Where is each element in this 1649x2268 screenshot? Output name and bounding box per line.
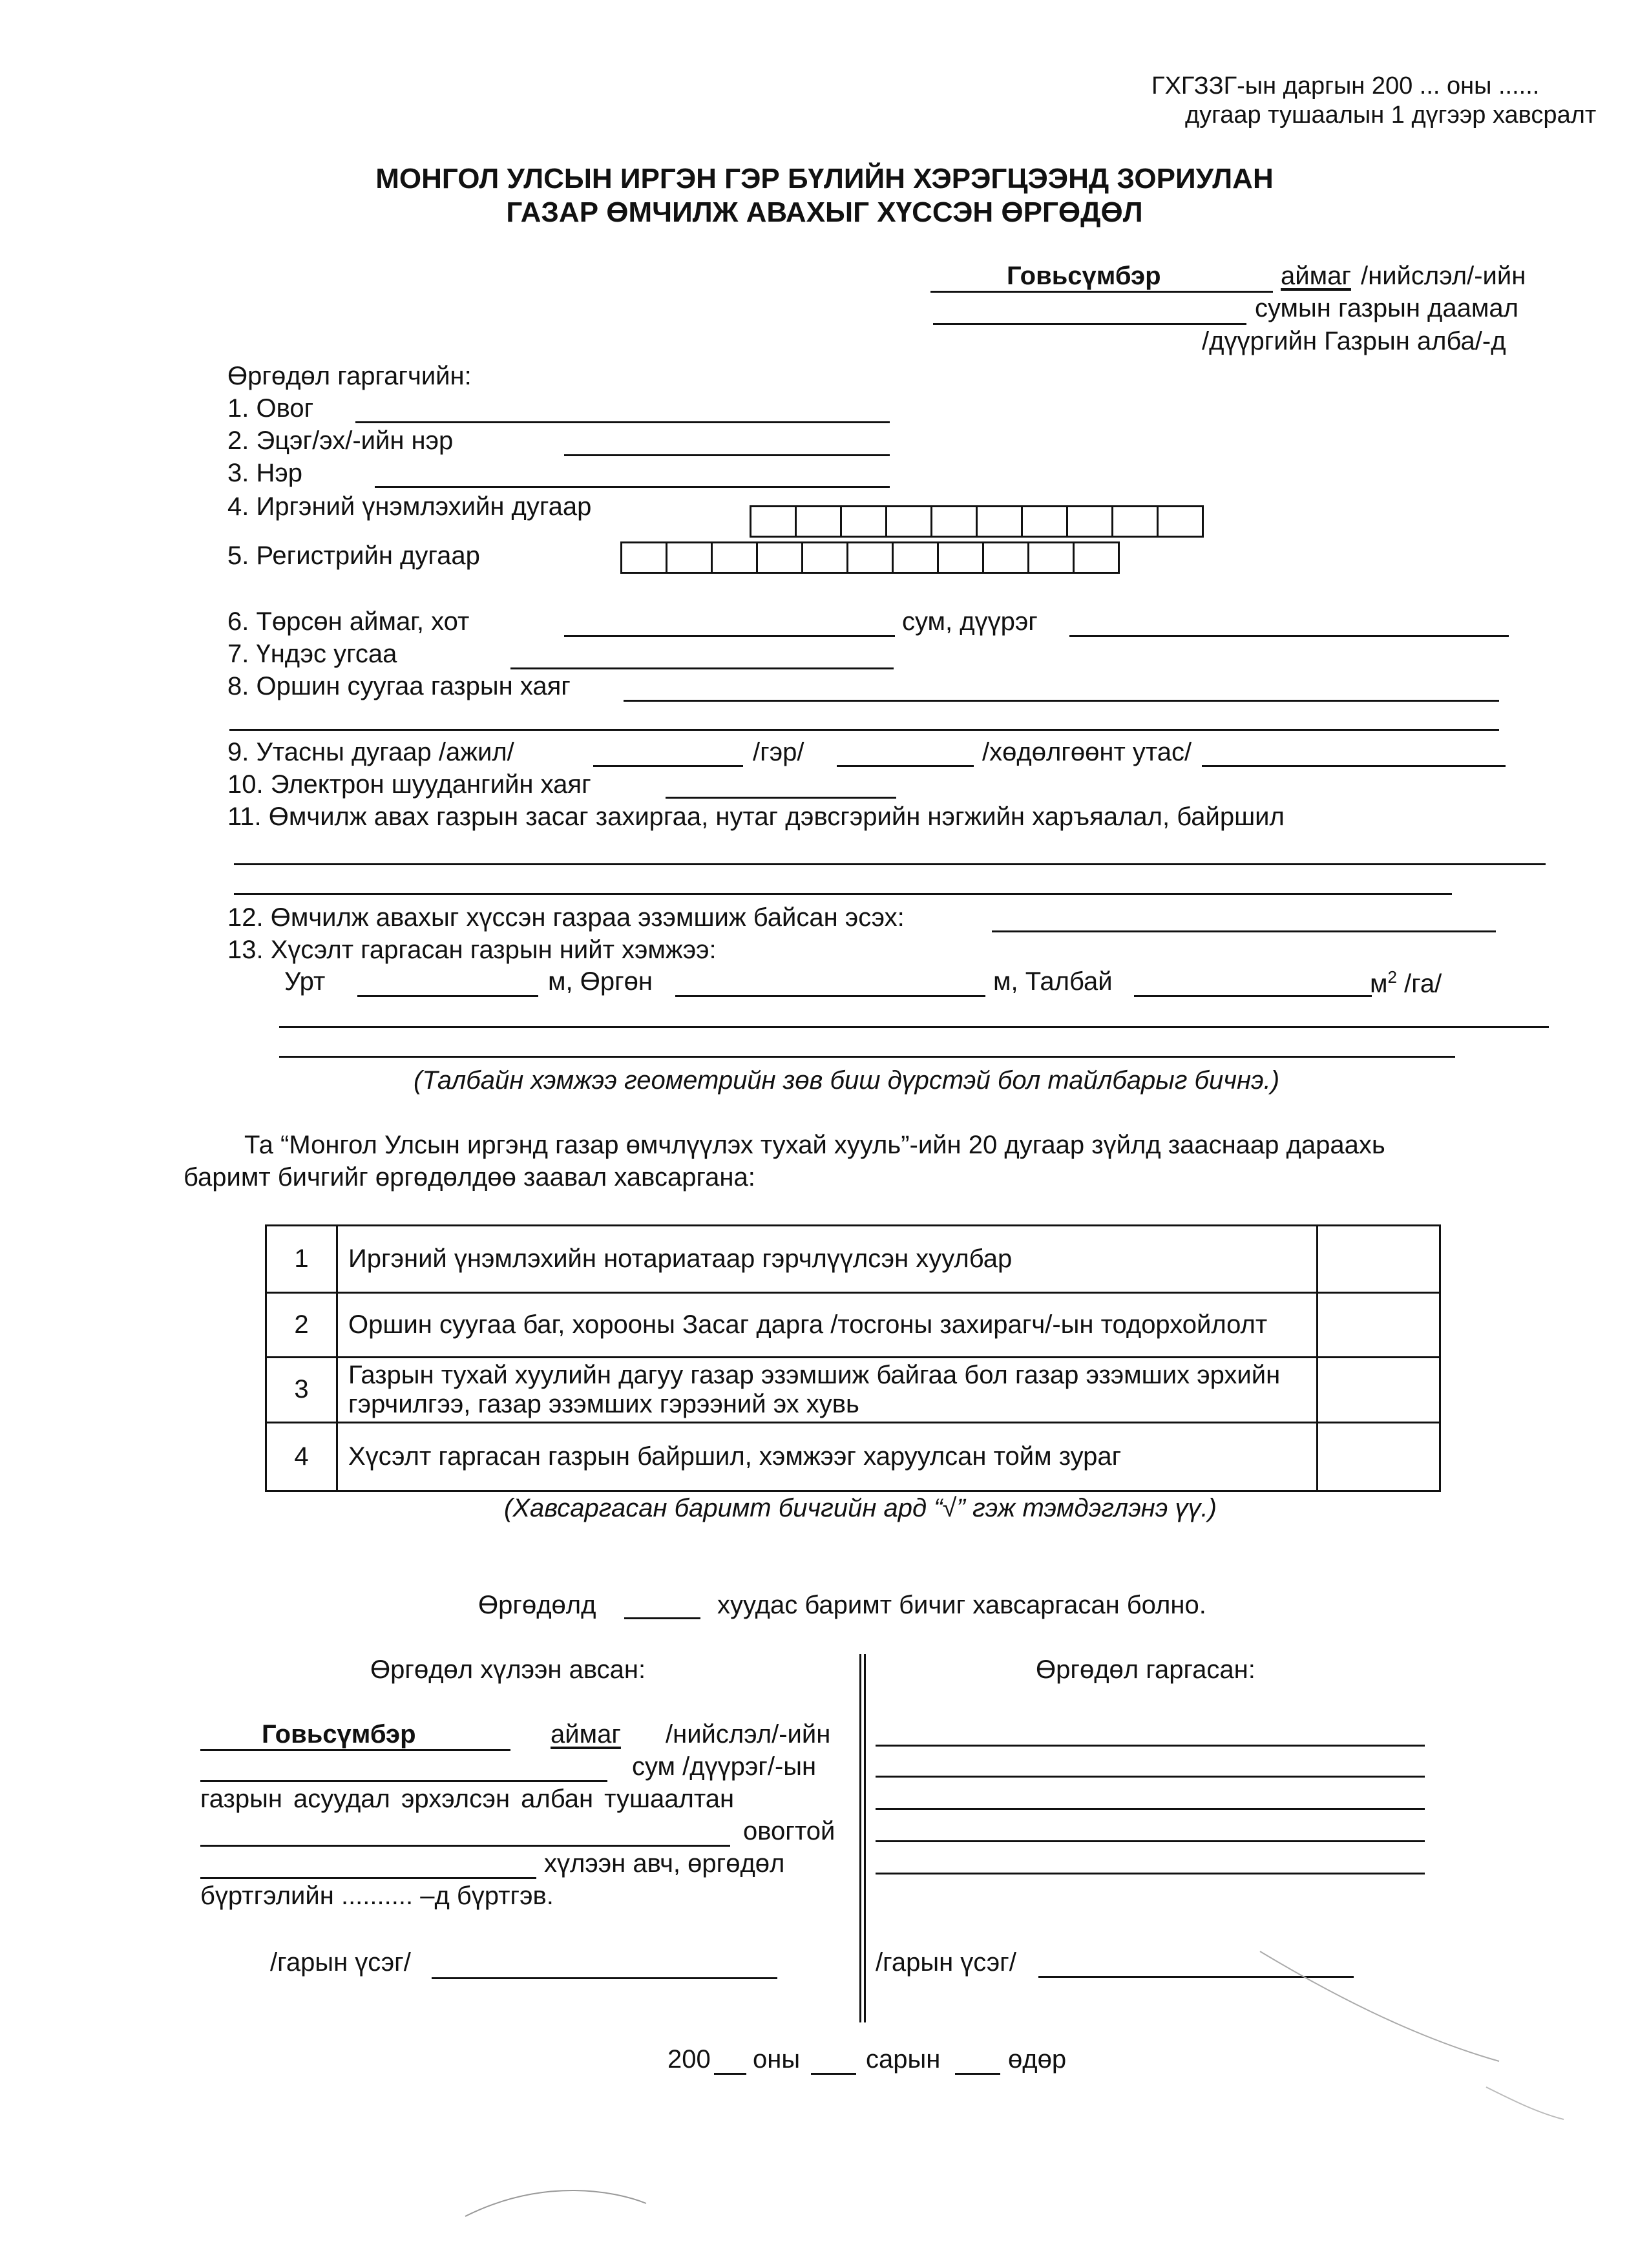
addressee-aimag-value: Говьсүмбэр: [1007, 262, 1161, 290]
attached-pages-suffix: хуудас баримт бичиг хавсаргасан болно.: [717, 1591, 1206, 1619]
document-text: Иргэний үнэмлэхийн нотариатаар гэрчлүүлсэн хуулбар: [337, 1226, 1318, 1293]
date-day-label: өдөр: [1008, 2045, 1067, 2074]
date-year-suffix: оны: [753, 2045, 801, 2074]
document-title-line2: ГАЗАР ӨМЧИЛЖ АВАХЫГ ХҮССЭН ӨРГӨДӨЛ: [506, 196, 1143, 228]
instruction-line1: Та “Монгол Улсын иргэнд газар өмчлүүлэх тухай хууль”-ийн 20 дугаар зүйлд зааснаар дараахь: [244, 1131, 1385, 1159]
document-text: Хүсэлт гаргасан газрын байршил, хэмжээг харуулсан тойм зураг: [337, 1422, 1318, 1491]
field-phone-home-label: /гэр/: [753, 738, 804, 766]
date-year-prefix: 200: [667, 2045, 711, 2074]
field-land-location-label: 11. Өмчилж авах газрын засаг захиргаа, нутаг дэвсгэрийн нэгжийн харъяалал, байршил: [227, 803, 1285, 831]
documents-note: (Хавсаргасан баримт бичгийн ард “√” гэж тэмдэглэнэ үү.): [504, 1494, 1217, 1522]
field-given-name-label: 3. Нэр: [227, 459, 303, 487]
field-phone-mobile-label: /хөдөлгөөнт утас/: [982, 738, 1192, 766]
document-number: 1: [266, 1226, 337, 1293]
instruction-line2: баримт бичгийг өргөдөлдөө заавал хавсаргана:: [184, 1163, 755, 1192]
addressee-sum-label: сумын газрын даамал: [1255, 294, 1518, 322]
document-text: Оршин суугаа баг, хорооны Засаг дарга /тосгоны захирагч/-ын тодорхойлолт: [337, 1293, 1318, 1358]
field-area-label: м, Талбай: [993, 967, 1113, 996]
addressee-aimag-label: аймаг: [1281, 262, 1351, 290]
received-official-text: газрын асуудал эрхэлсэн албан тушаалтан: [200, 1785, 735, 1813]
received-aimag-value: Говьсүмбэр: [262, 1720, 416, 1748]
received-text: хүлээн авч, өргөдөл: [544, 1849, 785, 1878]
field-ethnicity-label: 7. Үндэс угсаа: [227, 640, 397, 668]
field-birth-sum-label: сум, дүүрэг: [902, 607, 1038, 636]
field-surname-label: 1. Овог: [227, 394, 314, 423]
field-address-label: 8. Оршин суугаа газрын хаяг: [227, 672, 571, 700]
submitted-heading: Өргөдөл гаргасан:: [1036, 1655, 1255, 1684]
header-note-line1: ГХГЗЗГ-ын даргын 200 ... оны ......: [1151, 72, 1540, 100]
date-month-label: сарын: [866, 2045, 941, 2074]
document-text: Газрын тухай хуулийн дагуу газар эзэмшиж байгаа бол газар эзэмших эрхийн гэрчилгээ, газар эзэмших гэрээний эх хувь: [337, 1358, 1318, 1423]
document-number: 2: [266, 1293, 337, 1358]
document-number: 4: [266, 1422, 337, 1491]
field-width-label: м, Өргөн: [548, 967, 653, 996]
field-prior-possession-label: 12. Өмчилж авахыг хүссэн газраа эзэмшиж байсан эсэх:: [227, 903, 905, 932]
submitted-signature-label: /гарын үсэг/: [876, 1948, 1016, 1977]
field-id-number-label: 4. Иргэний үнэмлэхийн дугаар: [227, 492, 592, 521]
field-birth-place-label: 6. Төрсөн аймаг, хот: [227, 607, 470, 636]
received-registered-text: бүртгэлийн .......... –д бүртгэв.: [200, 1882, 554, 1910]
received-heading: Өргөдөл хүлээн авсан:: [370, 1655, 646, 1684]
addressee-district-label: /дүүргийн Газрын алба/-д: [1202, 327, 1506, 355]
field-phone-label: 9. Утасны дугаар /ажил/: [227, 738, 514, 766]
received-sum-label: сум /дүүрэг/-ын: [632, 1752, 817, 1781]
field-land-size-label: 13. Хүсэлт гаргасан газрын нийт хэмжээ:: [227, 936, 717, 964]
received-surname-label: овогтой: [743, 1817, 835, 1845]
field-area-unit: $м^2$ /га/: [1370, 967, 1442, 998]
attached-pages-prefix: Өргөдөлд: [478, 1591, 596, 1619]
field-email-label: 10. Электрон шуудангийн хаяг: [227, 770, 591, 799]
field-register-number-label: 5. Регистрийн дугаар: [227, 541, 480, 570]
header-note-line2: дугаар тушаалын 1 дүгээр хавсралт: [1185, 101, 1597, 129]
addressee-aimag-suffix: /нийслэл/-ийн: [1361, 262, 1526, 290]
applicant-heading: Өргөдөл гаргагчийн:: [227, 362, 472, 390]
field-parent-name-label: 2. Эцэг/эх/-ийн нэр: [227, 426, 454, 455]
land-size-note: (Талбайн хэмжээ геометрийн зөв биш дүрстэй бол тайлбарыг бичнэ.): [414, 1066, 1280, 1095]
received-signature-label: /гарын үсэг/: [270, 1948, 411, 1977]
field-length-label: Урт: [284, 967, 326, 996]
document-number: 3: [266, 1358, 337, 1423]
received-aimag-label: аймаг: [551, 1720, 621, 1748]
received-aimag-suffix: /нийслэл/-ийн: [666, 1720, 831, 1748]
document-title-line1: МОНГОЛ УЛСЫН ИРГЭН ГЭР БҮЛИЙН ХЭРЭГЦЭЭНД ЗОРИУЛАН: [375, 163, 1274, 194]
